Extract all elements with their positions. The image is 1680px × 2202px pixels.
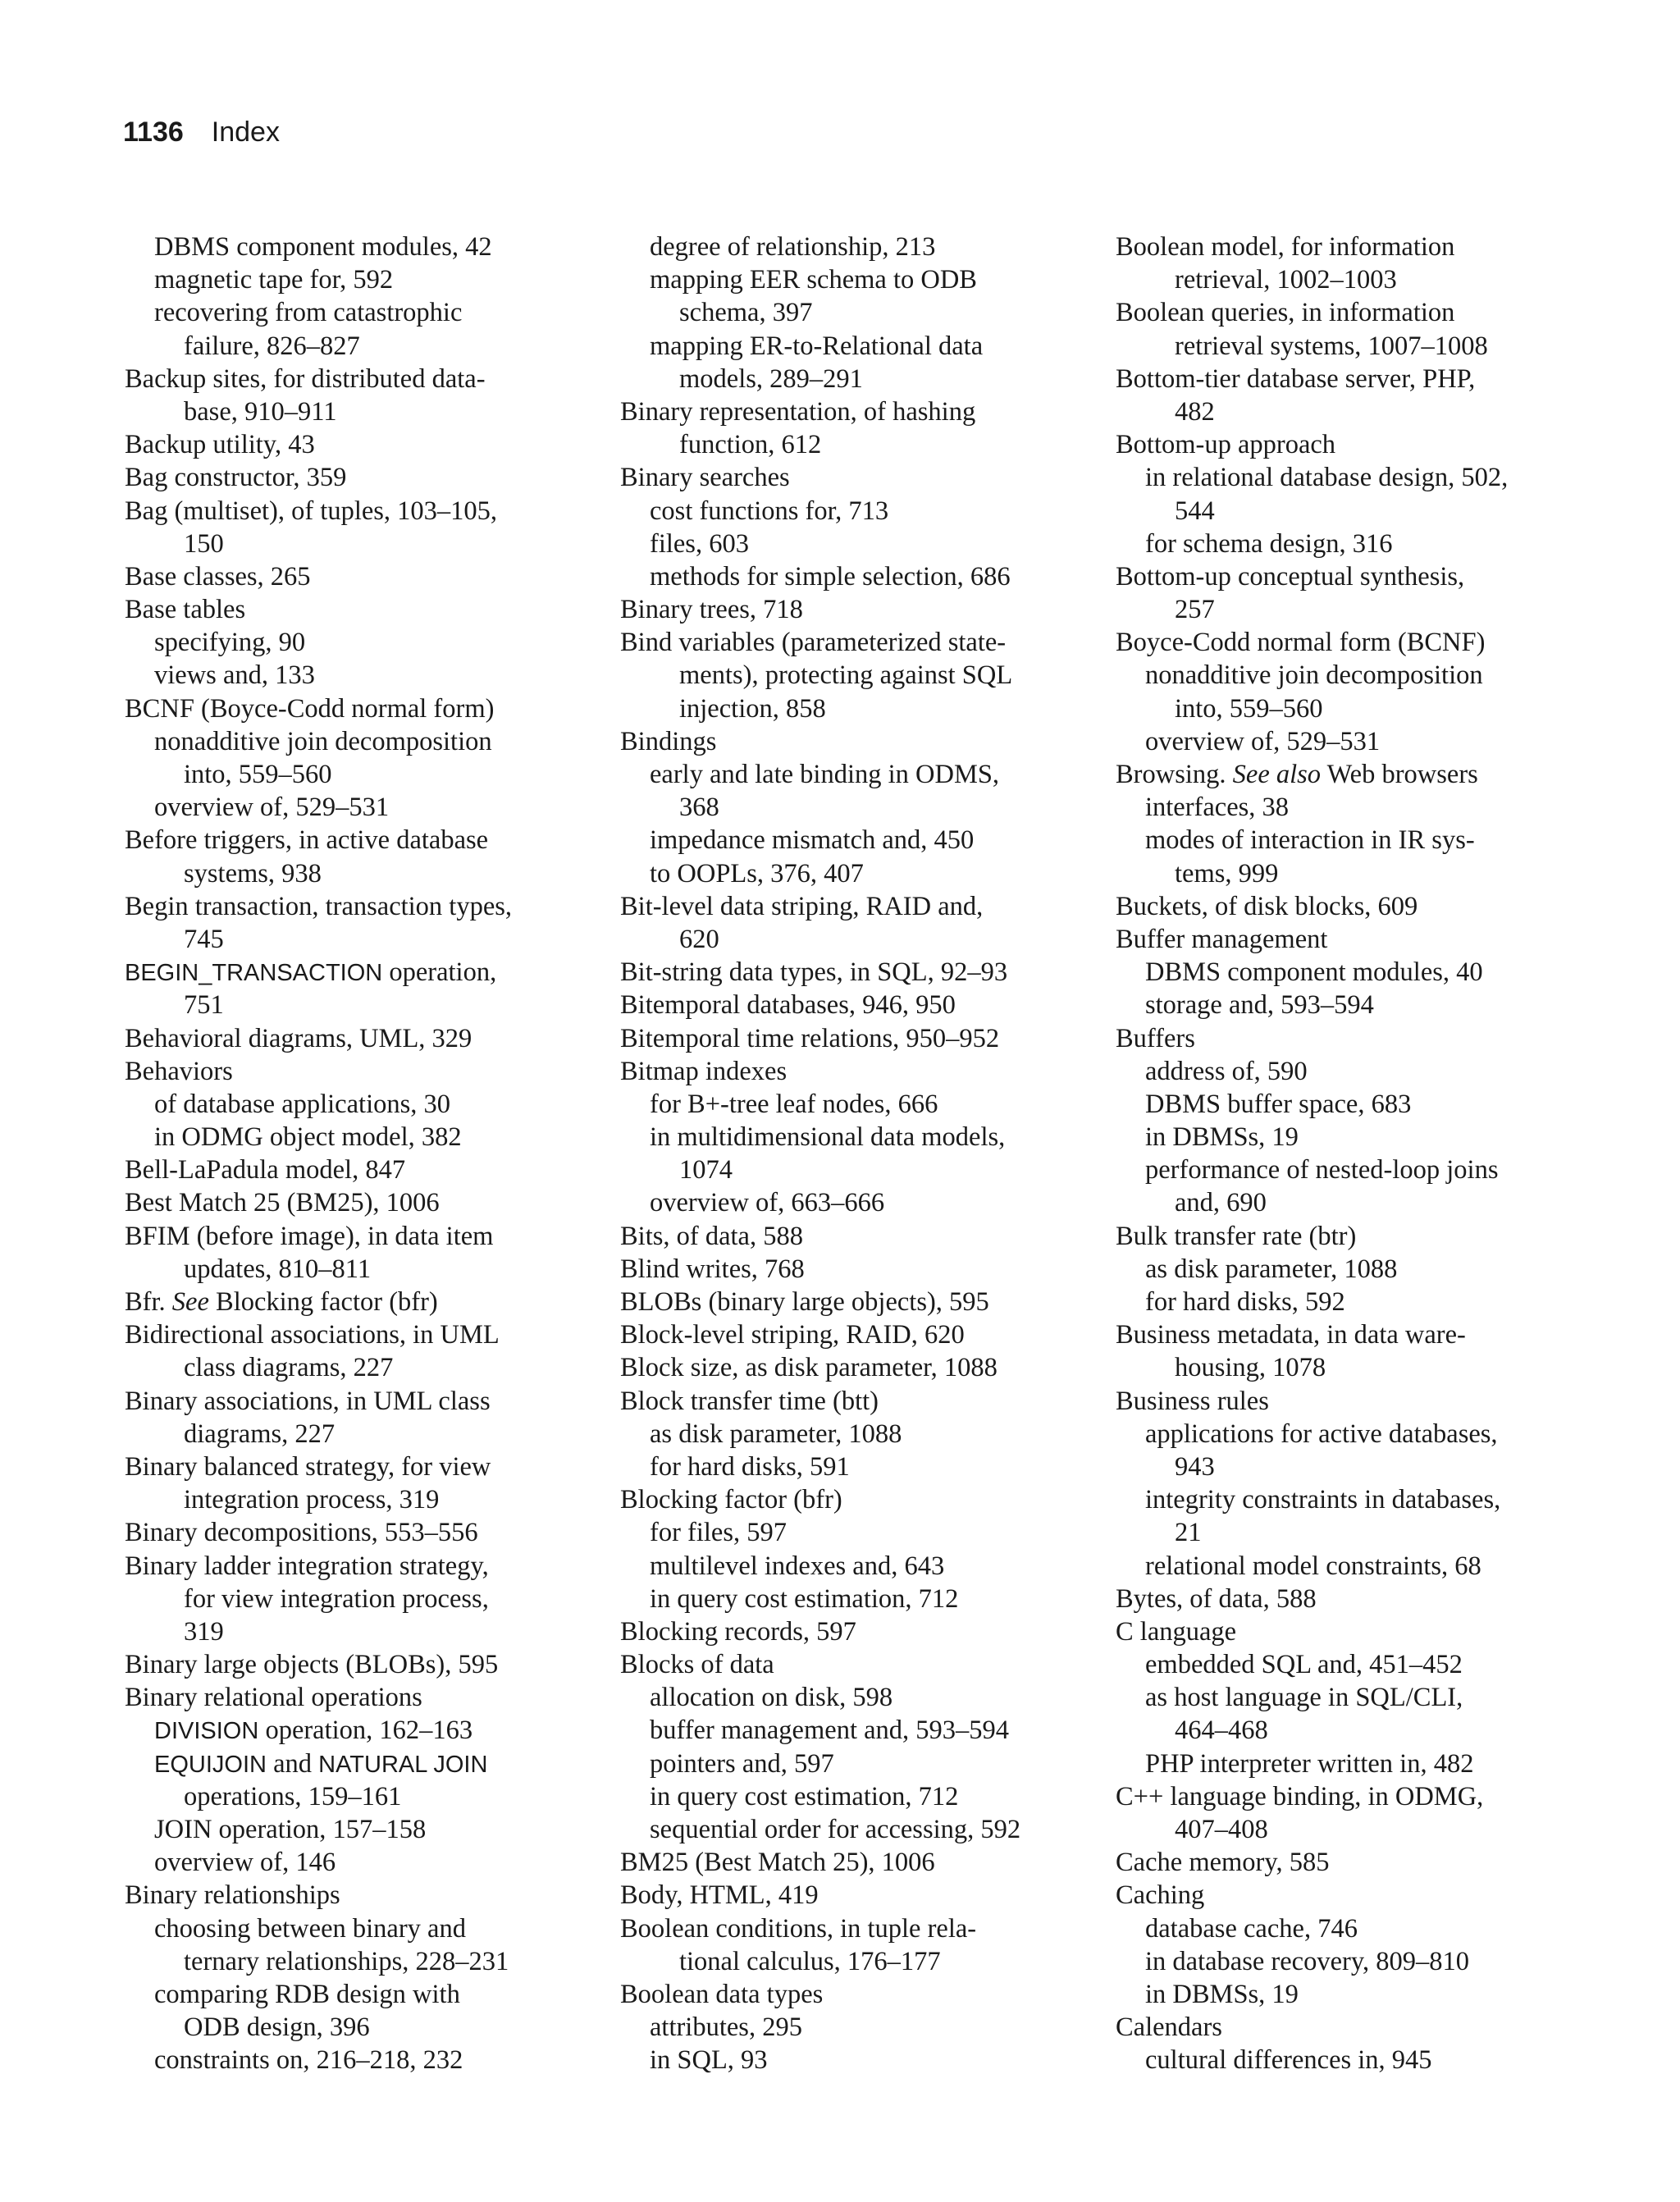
index-column-1	[125, 231, 592, 2077]
index-entry: constraints on, 216–218, 232	[154, 2045, 463, 2076]
index-entry: function, 612	[679, 430, 822, 460]
index-entry: Cache memory, 585	[1116, 1848, 1330, 1878]
index-entry: Bfr. See Blocking factor (bfr)	[125, 1287, 438, 1317]
index-entry: Binary relationships	[125, 1880, 340, 1911]
index-entry: Buckets, of disk blocks, 609	[1116, 891, 1418, 921]
index-entry: Boolean data types	[620, 1979, 824, 2009]
index-entry: tional calculus, 176–177	[679, 1946, 941, 1976]
index-entry: class diagrams, 227	[184, 1353, 394, 1383]
index-entry: Boolean model, for information	[1116, 232, 1455, 262]
index-entry: Buffers	[1116, 1023, 1195, 1053]
index-entry: Bitemporal time relations, 950–952	[620, 1023, 1000, 1053]
index-entry: for hard disks, 591	[650, 1451, 850, 1482]
index-entry: Bidirectional associations, in UML	[125, 1320, 500, 1350]
index-entry: ODB design, 396	[184, 2012, 370, 2043]
index-entry: relational model constraints, 68	[1145, 1551, 1481, 1581]
index-column-2	[620, 231, 1088, 2077]
index-entry: Bit-level data striping, RAID and,	[620, 891, 984, 921]
index-entry: Binary searches	[620, 463, 790, 493]
index-entry: cost functions for, 713	[650, 496, 889, 526]
index-entry: ments), protecting against SQL	[679, 660, 1013, 691]
index-entry: of database applications, 30	[154, 1089, 450, 1119]
index-entry: address of, 590	[1145, 1056, 1308, 1086]
index-entry: nonadditive join decomposition	[154, 726, 492, 756]
index-entry: Business rules	[1116, 1386, 1269, 1416]
index-entry: Binary trees, 718	[620, 595, 803, 625]
index-entry: retrieval, 1002–1003	[1175, 265, 1397, 295]
index-entry: JOIN operation, 157–158	[154, 1815, 427, 1844]
index-entry: 745	[184, 924, 224, 954]
index-entry: Bit-string data types, in SQL, 92–93	[620, 957, 1008, 988]
index-entry: mapping ER-to-Relational data	[650, 331, 984, 361]
index-entry: in DBMSs, 19	[1145, 1122, 1299, 1153]
page-header	[123, 116, 280, 158]
index-entry: base, 910–911	[184, 396, 337, 427]
index-entry: degree of relationship, 213	[650, 232, 936, 262]
index-entry: C language	[1116, 1616, 1237, 1647]
index-entry: and, 690	[1175, 1188, 1267, 1218]
index-entry: Binary ladder integration strategy,	[125, 1551, 489, 1581]
index-entry: Binary decompositions, 553–556	[125, 1518, 478, 1548]
index-entry: diagrams, 227	[184, 1419, 336, 1449]
index-entry: Blind writes, 768	[620, 1254, 805, 1284]
index-entry: Bag (multiset), of tuples, 103–105,	[125, 496, 498, 526]
index-entry: in DBMSs, 19	[1145, 1979, 1299, 2009]
index-entry: as disk parameter, 1088	[1145, 1254, 1398, 1284]
index-entry: 544	[1175, 496, 1215, 526]
index-entry: Bag constructor, 359	[125, 463, 347, 493]
index-entry: in multidimensional data models,	[650, 1122, 1006, 1153]
index-entry: Bindings	[620, 726, 717, 756]
index-entry: multilevel indexes and, 643	[650, 1551, 945, 1581]
index-entry: database cache, 746	[1145, 1913, 1358, 1944]
index-entry: Backup utility, 43	[125, 430, 315, 460]
index-entry: BEGIN_TRANSACTION operation,	[125, 957, 497, 988]
index-entry: integration process, 319	[184, 1485, 440, 1515]
index-entry: Boolean conditions, in tuple rela-	[620, 1913, 977, 1944]
index-entry: Caching	[1116, 1880, 1205, 1911]
index-entry: BFIM (before image), in data item	[125, 1221, 494, 1251]
index-entry: schema, 397	[679, 298, 813, 328]
index-entry: cultural differences in, 945	[1145, 2045, 1432, 2076]
index-entry: performance of nested-loop joins	[1145, 1155, 1499, 1186]
index-entry: Before triggers, in active database	[125, 825, 489, 856]
index-entry: for schema design, 316	[1145, 528, 1393, 559]
index-entry: 464–468	[1175, 1715, 1268, 1746]
index-entry: 407–408	[1175, 1815, 1268, 1844]
index-entry: 751	[184, 990, 224, 1021]
index-entry: interfaces, 38	[1145, 793, 1290, 823]
index-entry: Block size, as disk parameter, 1088	[620, 1353, 998, 1383]
index-entry: overview of, 146	[154, 1848, 336, 1878]
index-entry: Block-level striping, RAID, 620	[620, 1320, 965, 1350]
index-entry: into, 559–560	[1175, 693, 1323, 724]
index-entry: Boolean queries, in information	[1116, 298, 1455, 328]
index-entry: pointers and, 597	[650, 1748, 834, 1779]
index-entry: in database recovery, 809–810	[1145, 1946, 1469, 1976]
page-number: 1136	[123, 116, 184, 148]
index-entry: Binary associations, in UML class	[125, 1386, 491, 1416]
index-entry: Bytes, of data, 588	[1116, 1583, 1317, 1614]
index-entry: DBMS component modules, 40	[1145, 957, 1483, 988]
index-entry: Bind variables (parameterized state-	[620, 628, 1007, 658]
index-entry: operations, 159–161	[184, 1781, 402, 1811]
index-entry: Blocking records, 597	[620, 1616, 856, 1647]
section-title: Index	[211, 116, 280, 148]
index-entry: DIVISION operation, 162–163	[154, 1715, 473, 1746]
index-entry: models, 289–291	[679, 363, 863, 394]
index-entry: Best Match 25 (BM25), 1006	[125, 1188, 440, 1218]
index-entry: attributes, 295	[650, 2012, 802, 2043]
index-entry: Behavioral diagrams, UML, 329	[125, 1023, 472, 1053]
index-entry: sequential order for accessing, 592	[650, 1815, 1021, 1844]
index-entry: Begin transaction, transaction types,	[125, 891, 513, 921]
index-entry: Binary balanced strategy, for view	[125, 1451, 491, 1482]
index-entry: overview of, 529–531	[154, 793, 390, 823]
index-entry: Bell-LaPadula model, 847	[125, 1155, 406, 1186]
index-entry: integrity constraints in databases,	[1145, 1485, 1501, 1515]
index-entry: Blocks of data	[620, 1650, 774, 1680]
index-entry: in relational database design, 502,	[1145, 463, 1509, 493]
index-entry: PHP interpreter written in, 482	[1145, 1748, 1474, 1779]
index-entry: BLOBs (binary large objects), 595	[620, 1287, 989, 1317]
index-entry: Browsing. See also Web browsers	[1116, 760, 1478, 789]
index-entry: DBMS component modules, 42	[154, 232, 492, 262]
index-entry: for B+-tree leaf nodes, 666	[650, 1089, 938, 1119]
index-entry: Bitmap indexes	[620, 1056, 788, 1086]
index-entry: for files, 597	[650, 1518, 787, 1548]
index-entry: Bottom-up approach	[1116, 430, 1336, 460]
index-entry: Boyce-Codd normal form (BCNF)	[1116, 628, 1486, 658]
index-entry: injection, 858	[679, 693, 826, 724]
index-entry: Calendars	[1116, 2012, 1222, 2043]
index-entry: for view integration process,	[184, 1583, 489, 1614]
index-entry: C++ language binding, in ODMG,	[1116, 1781, 1484, 1811]
index-entry: in SQL, 93	[650, 2045, 768, 2076]
index-entry: retrieval systems, 1007–1008	[1175, 331, 1488, 361]
index-entry: overview of, 529–531	[1145, 726, 1381, 756]
index-entry: Business metadata, in data ware-	[1116, 1320, 1466, 1350]
index-entry: early and late binding in ODMS,	[650, 760, 1000, 789]
index-entry: EQUIJOIN and NATURAL JOIN	[154, 1748, 488, 1779]
index-entry: housing, 1078	[1175, 1353, 1326, 1383]
index-entry: Bitemporal databases, 946, 950	[620, 990, 956, 1021]
index-entry: as disk parameter, 1088	[650, 1419, 902, 1449]
index-entry: files, 603	[650, 528, 749, 559]
index-entry: Behaviors	[125, 1056, 233, 1086]
index-entry: comparing RDB design with	[154, 1979, 460, 2009]
index-entry: Bottom-up conceptual synthesis,	[1116, 561, 1465, 592]
index-entry: tems, 999	[1175, 858, 1279, 889]
index-entry: Binary large objects (BLOBs), 595	[125, 1650, 499, 1680]
index-entry: allocation on disk, 598	[650, 1683, 893, 1713]
index-entry: overview of, 663–666	[650, 1188, 885, 1218]
index-entry: Blocking factor (bfr)	[620, 1485, 842, 1515]
index-entry: BM25 (Best Match 25), 1006	[620, 1848, 935, 1878]
index-entry: in ODMG object model, 382	[154, 1122, 462, 1153]
index-entry: 943	[1175, 1451, 1215, 1482]
index-entry: specifying, 90	[154, 628, 306, 658]
index-entry: in query cost estimation, 712	[650, 1781, 959, 1811]
index-entry: Block transfer time (btt)	[620, 1386, 879, 1416]
index-entry: 620	[679, 924, 719, 954]
index-entry: Body, HTML, 419	[620, 1880, 819, 1911]
index-entry: Binary representation, of hashing	[620, 396, 976, 427]
index-entry: storage and, 593–594	[1145, 990, 1374, 1021]
index-entry: applications for active databases,	[1145, 1419, 1498, 1449]
index-entry: mapping EER schema to ODB	[650, 265, 977, 295]
index-entry: systems, 938	[184, 858, 322, 889]
index-entry: Base classes, 265	[125, 561, 311, 592]
index-entry: 257	[1175, 595, 1215, 625]
index-entry: updates, 810–811	[184, 1254, 372, 1284]
index-entry: Backup sites, for distributed data-	[125, 363, 486, 394]
index-entry: 319	[184, 1616, 224, 1647]
index-entry: embedded SQL and, 451–452	[1145, 1650, 1463, 1680]
index-entry: 150	[184, 528, 224, 559]
index-entry: ternary relationships, 228–231	[184, 1946, 509, 1976]
index-column-3	[1116, 231, 1583, 2077]
index-entry: DBMS buffer space, 683	[1145, 1089, 1412, 1119]
index-entry: failure, 826–827	[184, 331, 360, 361]
index-entry: modes of interaction in IR sys-	[1145, 825, 1475, 856]
index-entry: magnetic tape for, 592	[154, 265, 394, 295]
index-entry: choosing between binary and	[154, 1913, 466, 1944]
index-entry: in query cost estimation, 712	[650, 1583, 959, 1614]
index-entry: Bottom-tier database server, PHP,	[1116, 363, 1476, 394]
index-entry: Bulk transfer rate (btr)	[1116, 1221, 1357, 1251]
index-entry: 1074	[679, 1155, 733, 1186]
index-entry: Base tables	[125, 595, 246, 625]
index-entry: BCNF (Boyce-Codd normal form)	[125, 693, 495, 724]
index-entry: to OOPLs, 376, 407	[650, 858, 864, 889]
index-entry: views and, 133	[154, 660, 315, 691]
index-entry: methods for simple selection, 686	[650, 561, 1011, 592]
index-entry: Binary relational operations	[125, 1683, 422, 1713]
index-entry: 482	[1175, 396, 1215, 427]
index-entry: buffer management and, 593–594	[650, 1715, 1010, 1746]
index-entry: nonadditive join decomposition	[1145, 660, 1483, 691]
index-entry: 368	[679, 793, 719, 823]
index-entry: into, 559–560	[184, 760, 332, 789]
index-entry: as host language in SQL/CLI,	[1145, 1683, 1463, 1713]
index-entry: Bits, of data, 588	[620, 1221, 803, 1251]
index-entry: recovering from catastrophic	[154, 298, 463, 328]
index-entry: for hard disks, 592	[1145, 1287, 1345, 1317]
index-entry: impedance mismatch and, 450	[650, 825, 975, 856]
index-entry: Buffer management	[1116, 924, 1328, 954]
index-entry: 21	[1175, 1518, 1202, 1548]
